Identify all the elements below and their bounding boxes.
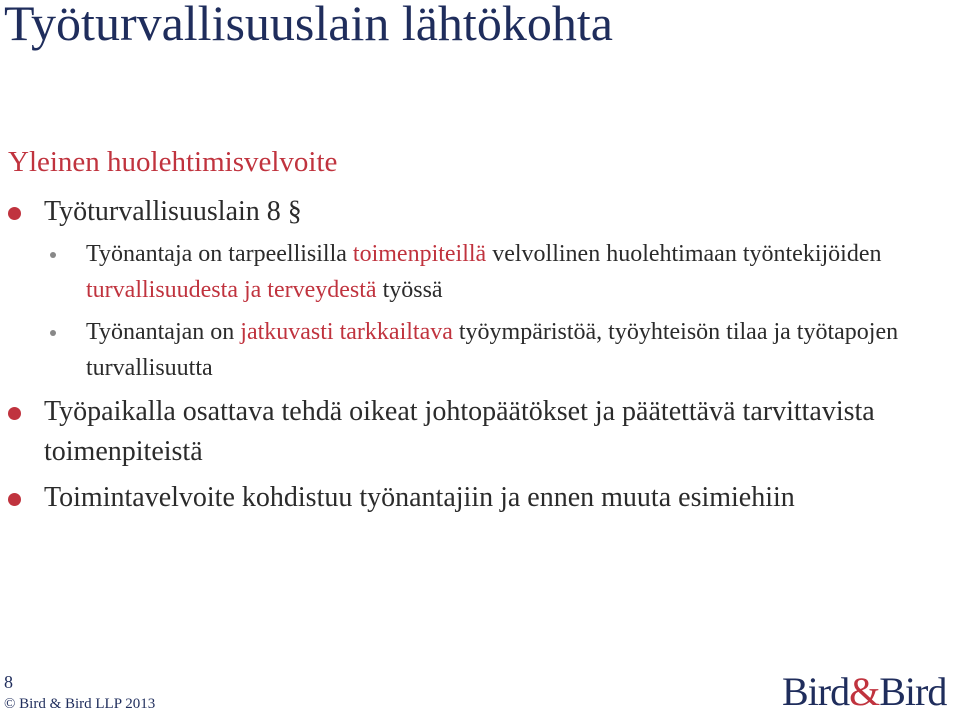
bullet-workplace bbox=[8, 392, 948, 472]
page-number: 8 bbox=[4, 672, 13, 692]
sub-bullet-text: työssä bbox=[376, 277, 443, 303]
copyright-notice: © Bird & Bird LLP 2013 bbox=[4, 696, 156, 712]
sub-bullet-text: Työnantajan on bbox=[86, 319, 241, 345]
sub-bullet-dot-icon bbox=[50, 252, 56, 258]
section-heading: Yleinen huolehtimisvelvoite bbox=[8, 146, 338, 178]
sub-bullet-dot-icon bbox=[50, 330, 56, 336]
bullet-law bbox=[8, 192, 948, 232]
bullet-obligation bbox=[8, 478, 948, 518]
sub-bullet-employer-duty bbox=[50, 236, 950, 308]
bullet-obligation-text: Toimintavelvoite kohdistuu työnantajiin ja ennen muuta esimiehiin bbox=[44, 482, 795, 513]
logo-word-left: Bird bbox=[782, 669, 850, 714]
highlight-measures: toimenpiteillä bbox=[352, 241, 487, 267]
sub-bullet-text: Työnantaja on tarpeellisilla bbox=[86, 241, 353, 267]
sub-bullet-text: velvollinen huolehtimaan työntekijöiden bbox=[486, 241, 882, 267]
logo-ampersand: & bbox=[849, 669, 880, 714]
sub-bullet-monitoring bbox=[50, 314, 950, 386]
bullet-dot-icon bbox=[8, 493, 21, 506]
bird-bird-logo bbox=[782, 670, 946, 714]
highlight-continuous-monitoring: jatkuvasti tarkkailtava bbox=[240, 319, 453, 345]
bullet-dot-icon bbox=[8, 207, 21, 220]
page-title: Työturvallisuuslain lähtökohta bbox=[4, 0, 613, 51]
bullet-law-text: Työturvallisuuslain 8 § bbox=[44, 196, 302, 227]
logo-word-right: Bird bbox=[879, 669, 947, 714]
bullet-workplace-text: Työpaikalla osattava tehdä oikeat johtopäätökset ja päätettävä tarvittavista toimenpiteistä bbox=[44, 396, 875, 467]
bullet-dot-icon bbox=[8, 407, 21, 420]
highlight-safety-health: turvallisuudesta ja terveydestä bbox=[86, 277, 377, 303]
sub-bullet-text: työympäristöä, työyhteisön tilaa ja työtapojen turvallisuutta bbox=[86, 319, 899, 381]
